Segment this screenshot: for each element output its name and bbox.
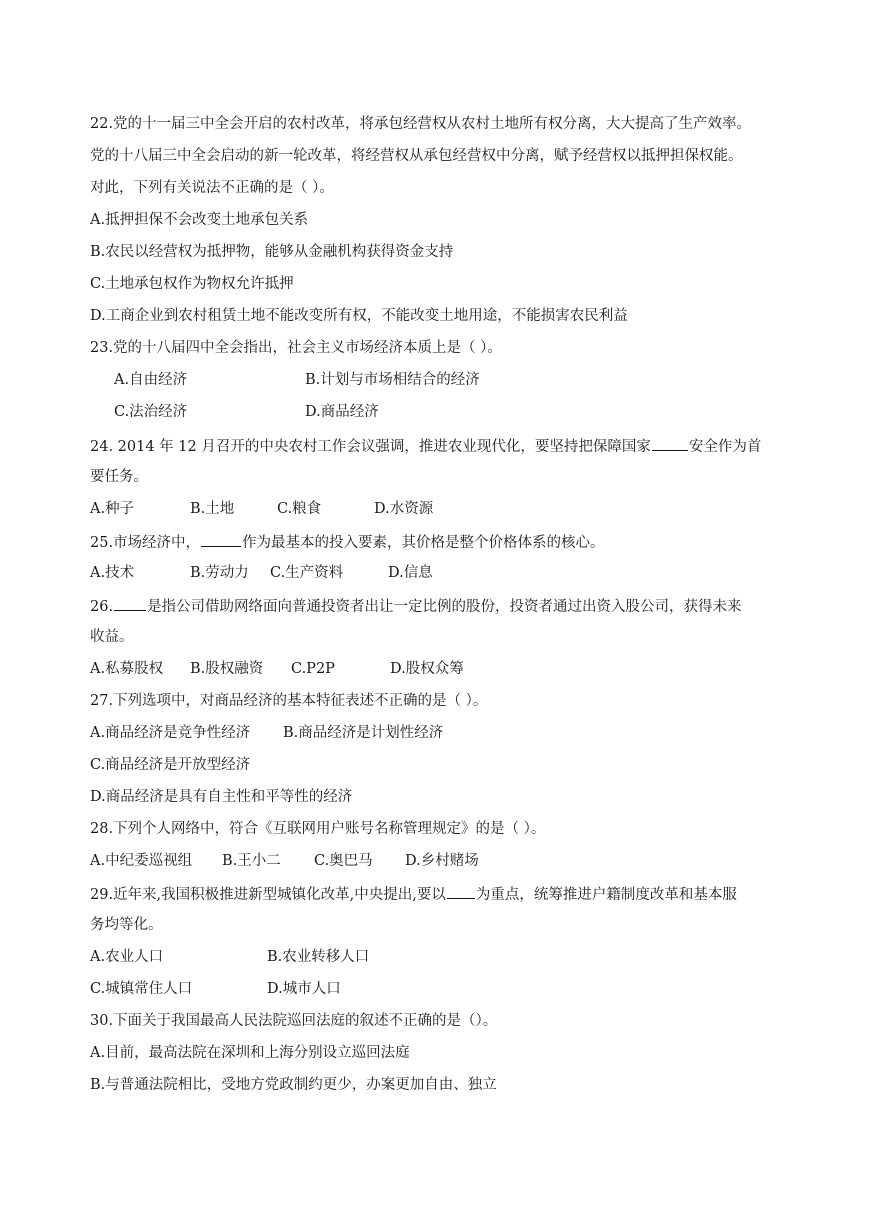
q25-stem-part1: 25.市场经济中， <box>90 535 201 551</box>
q28-option-a: A.中纪委巡视组 <box>90 853 193 869</box>
q24-stem-part1: 24. 2014 年 12 月召开的中央农村工作会议强调，推进农业现代化，要坚持把保障国家 <box>90 439 651 455</box>
q28-option-c: C.奥巴马 <box>314 853 373 869</box>
q26-stem <box>90 595 742 615</box>
q25-option-a: A.技术 <box>90 565 135 581</box>
q26-answer-blank <box>114 595 146 611</box>
q24-stem-part2: 安全作为首 <box>688 439 762 455</box>
q22-stem-line3: 对此，下列有关说法不正确的是（ ）。 <box>90 180 334 196</box>
q23-stem: 23.党的十八届四中全会指出，社会主义市场经济本质上是（ ）。 <box>90 340 502 356</box>
q29-option-a: A.农业人口 <box>90 949 164 965</box>
q24-option-a: A.种子 <box>90 501 135 517</box>
q24-option-d: D.水资源 <box>374 501 434 517</box>
q29-stem <box>90 883 737 903</box>
q29-option-d: D.城市人口 <box>267 981 341 997</box>
q24-option-c: C.粮食 <box>277 501 322 517</box>
q28-option-b: B.王小二 <box>222 853 281 869</box>
q26-stem-part2: 是指公司借助网络面向普通投资者出让一定比例的股份，投资者通过出资入股公司，获得未来 <box>147 599 742 615</box>
q22-option-c: C.土地承包权作为物权允许抵押 <box>90 276 294 292</box>
q28-stem: 28.下列个人网络中，符合《互联网用户账号名称管理规定》的是（ ）。 <box>90 821 546 837</box>
q25-stem <box>90 531 605 551</box>
q22-option-a: A.抵押担保不会改变土地承包关系 <box>90 212 309 228</box>
q23-option-d: D.商品经济 <box>305 404 379 420</box>
q26-option-a: A.私募股权 <box>90 661 164 677</box>
q24-option-b: B.土地 <box>190 501 235 517</box>
q27-option-b: B.商品经济是计划性经济 <box>283 725 444 741</box>
q29-option-c: C.城镇常住人口 <box>90 981 193 997</box>
q25-answer-blank <box>201 531 241 547</box>
q22-stem-line2: 党的十八届三中全会启动的新一轮改革，将经营权从承包经营权中分离，赋予经营权以抵押担保权能。 <box>90 148 743 164</box>
q26-stem-line2: 收益。 <box>90 629 134 645</box>
q23-option-a: A.自由经济 <box>114 372 188 388</box>
q27-option-a: A.商品经济是竞争性经济 <box>90 725 251 741</box>
q25-option-d: D.信息 <box>388 565 433 581</box>
q25-option-c: C.生产资料 <box>270 565 344 581</box>
q27-option-c: C.商品经济是开放型经济 <box>90 757 251 773</box>
q30-stem: 30.下面关于我国最高人民法院巡回法庭的叙述不正确的是（）。 <box>90 1013 498 1029</box>
q27-option-d: D.商品经济是具有自主性和平等性的经济 <box>90 789 353 805</box>
q28-option-d: D.乡村赌场 <box>405 853 479 869</box>
q29-stem-part2: 为重点，统筹推进户籍制度改革和基本服 <box>475 887 737 903</box>
q23-option-b: B.计划与市场相结合的经济 <box>305 372 480 388</box>
q24-stem <box>90 435 761 455</box>
q26-stem-part1: 26. <box>90 599 114 615</box>
q29-option-b: B.农业转移人口 <box>267 949 370 965</box>
q22-option-b: B.农民以经营权为抵押物，能够从金融机构获得资金支持 <box>90 244 454 260</box>
q25-stem-part2: 作为最基本的投入要素，其价格是整个价格体系的核心。 <box>242 535 605 551</box>
q29-answer-blank <box>447 883 475 899</box>
q22-option-d: D.工商企业到农村租赁土地不能改变所有权，不能改变土地用途，不能损害农民利益 <box>90 308 628 324</box>
q24-answer-blank <box>652 435 688 451</box>
q29-stem-part1: 29.近年来,我国积极推进新型城镇化改革,中央提出,要以 <box>90 887 446 903</box>
q30-option-a: A.目前，最高法院在深圳和上海分别设立巡回法庭 <box>90 1045 410 1061</box>
q25-option-b: B.劳动力 <box>190 565 249 581</box>
q23-option-c: C.法治经济 <box>114 404 188 420</box>
q26-option-c: C.P2P <box>291 661 335 677</box>
q22-stem-line1: 22.党的十一届三中全会开启的农村改革，将承包经营权从农村土地所有权分离，大大提高了生产效率。 <box>90 116 752 132</box>
q26-option-b: B.股权融资 <box>190 661 264 677</box>
q30-option-b: B.与普通法院相比，受地方党政制约更少，办案更加自由、独立 <box>90 1077 497 1093</box>
q24-stem-line2: 要任务。 <box>90 469 148 485</box>
q26-option-d: D.股权众筹 <box>390 661 464 677</box>
q27-stem: 27.下列选项中，对商品经济的基本特征表述不正确的是（ ）。 <box>90 693 488 709</box>
q29-stem-line2: 务均等化。 <box>90 917 163 933</box>
